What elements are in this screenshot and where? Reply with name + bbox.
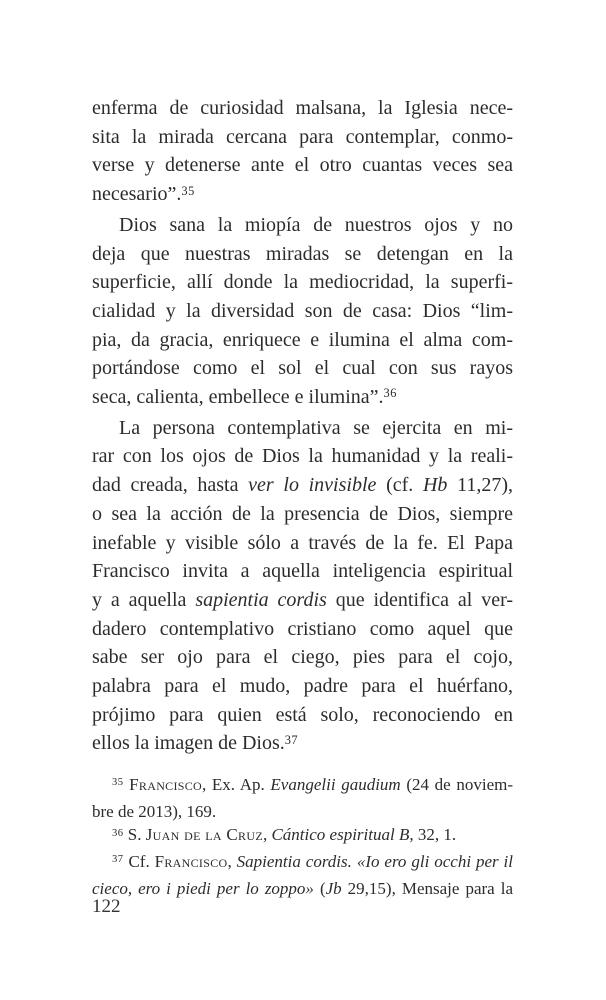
text-segment: S. [123, 825, 146, 845]
text-segment: portándose como el sol el cual con sus rayos [92, 357, 513, 380]
footnote-line [92, 773, 513, 800]
text-segment: pia, da gracia, enriquece e ilumina el alma com- [92, 328, 513, 351]
body-line [92, 615, 513, 644]
body-line [92, 123, 513, 152]
text-segment: Juan de la Cruz [145, 825, 263, 845]
text-segment: Hb [422, 474, 448, 497]
text-segment: 29,15), Mensaje para la [341, 878, 513, 898]
body-line [92, 326, 513, 355]
text-segment: 11,27), [447, 474, 514, 497]
text-segment: superficie, allí donde la mediocridad, la superfi- [92, 271, 513, 294]
body-line [92, 729, 513, 760]
text-segment: Evangelii gaudium [270, 775, 401, 795]
text-segment: verse y detenerse ante el otro cuantas veces sea [92, 154, 513, 177]
body-line [92, 557, 513, 586]
text-segment: Francisco [154, 851, 228, 871]
text-segment: (24 de noviem- [400, 775, 513, 795]
body-line [92, 701, 513, 730]
text-segment: bre de 2013), 169. [92, 801, 217, 821]
text-segment: seca, calienta, embellece e ilumina”. [92, 386, 384, 409]
footnote-ref: 37 [284, 732, 299, 747]
footnote-line [92, 800, 513, 824]
text-segment: Dios sana la miopía de nuestros ojos y no [119, 213, 513, 236]
body-line [92, 211, 513, 240]
footnote-ref: 36 [112, 827, 124, 839]
footnote-line [92, 823, 513, 850]
text-segment: ellos la imagen de Dios. [92, 732, 285, 755]
body-line [92, 672, 513, 701]
text-segment: Francisco [129, 775, 203, 795]
footnotes [92, 773, 513, 900]
text-segment: , [262, 825, 272, 845]
text-segment: prójimo para quien está solo, reconociendo en [92, 703, 513, 726]
body-line [92, 500, 513, 529]
text-segment: inefable y visible sólo a través de la fe. El Papa [92, 531, 513, 554]
body-line [92, 471, 513, 500]
text-segment: dad creada, hasta [92, 474, 249, 497]
text-segment: cieco, ero i piedi per lo zoppo» [92, 878, 314, 898]
body-line [92, 297, 513, 326]
text-segment: sabe ser ojo para el ciego, pies para el cojo, [92, 646, 513, 669]
text-segment: rar con los ojos de Dios la humanidad y la reali- [92, 445, 513, 468]
text-segment: dadero contemplativo cristiano como aquel que [92, 617, 513, 640]
page-number: 122 [92, 896, 121, 917]
body-line [92, 268, 513, 297]
text-segment: , Ex. Ap. [202, 775, 271, 795]
text-segment: y a aquella [92, 588, 196, 611]
text-segment: enferma de curiosidad malsana, la Iglesia nece- [92, 97, 513, 119]
body-line [92, 414, 513, 443]
text-segment: cialidad y la diversidad son de casa: Dios “lim- [92, 299, 513, 322]
text-segment: necesario”. [92, 183, 182, 206]
body-line [92, 586, 513, 615]
text-segment: ( [313, 878, 326, 898]
body-line [92, 151, 513, 180]
body-line [92, 180, 513, 211]
text-segment: Cántico espiritual B [271, 825, 410, 845]
body-line [92, 94, 513, 123]
text-segment: , [227, 851, 237, 871]
text-segment: palabra para el mudo, padre para el huérfano, [92, 675, 513, 698]
text-segment: sapientia cordis [195, 588, 327, 611]
footnote-ref: 35 [181, 183, 195, 198]
body-line [92, 383, 513, 414]
body-line [92, 643, 513, 672]
body-line [92, 529, 513, 558]
text-segment: Cf. [123, 851, 155, 871]
text-segment: sita la mirada cercana para contemplar, conmo- [92, 125, 513, 148]
text-segment: La persona contemplativa se ejercita en mi- [119, 416, 513, 439]
text-segment: Jb [325, 878, 342, 898]
footnote-line [92, 850, 513, 877]
text-column [92, 94, 513, 900]
text-segment: (cf. [376, 474, 423, 497]
footnote-line [92, 877, 513, 901]
text-segment: Sapientia cordis. «Io ero gli occhi per il [236, 851, 513, 871]
text-segment: o sea la acción de la presencia de Dios, siempre [92, 502, 513, 525]
body-line [92, 354, 513, 383]
body-line [92, 240, 513, 269]
footnote-ref: 37 [112, 854, 124, 866]
text-segment: , 32, 1. [409, 825, 457, 845]
footnote-ref: 35 [112, 777, 124, 789]
text-segment: que identifica al ver- [326, 588, 513, 611]
body-text [92, 94, 513, 760]
text-segment: ver lo invisible [248, 474, 377, 497]
body-line [92, 442, 513, 471]
text-segment: Francisco invita a aquella inteligencia espiritual [92, 560, 513, 583]
footnote-ref: 36 [383, 386, 397, 401]
text-segment: deja que nuestras miradas se detengan en la [92, 242, 513, 265]
